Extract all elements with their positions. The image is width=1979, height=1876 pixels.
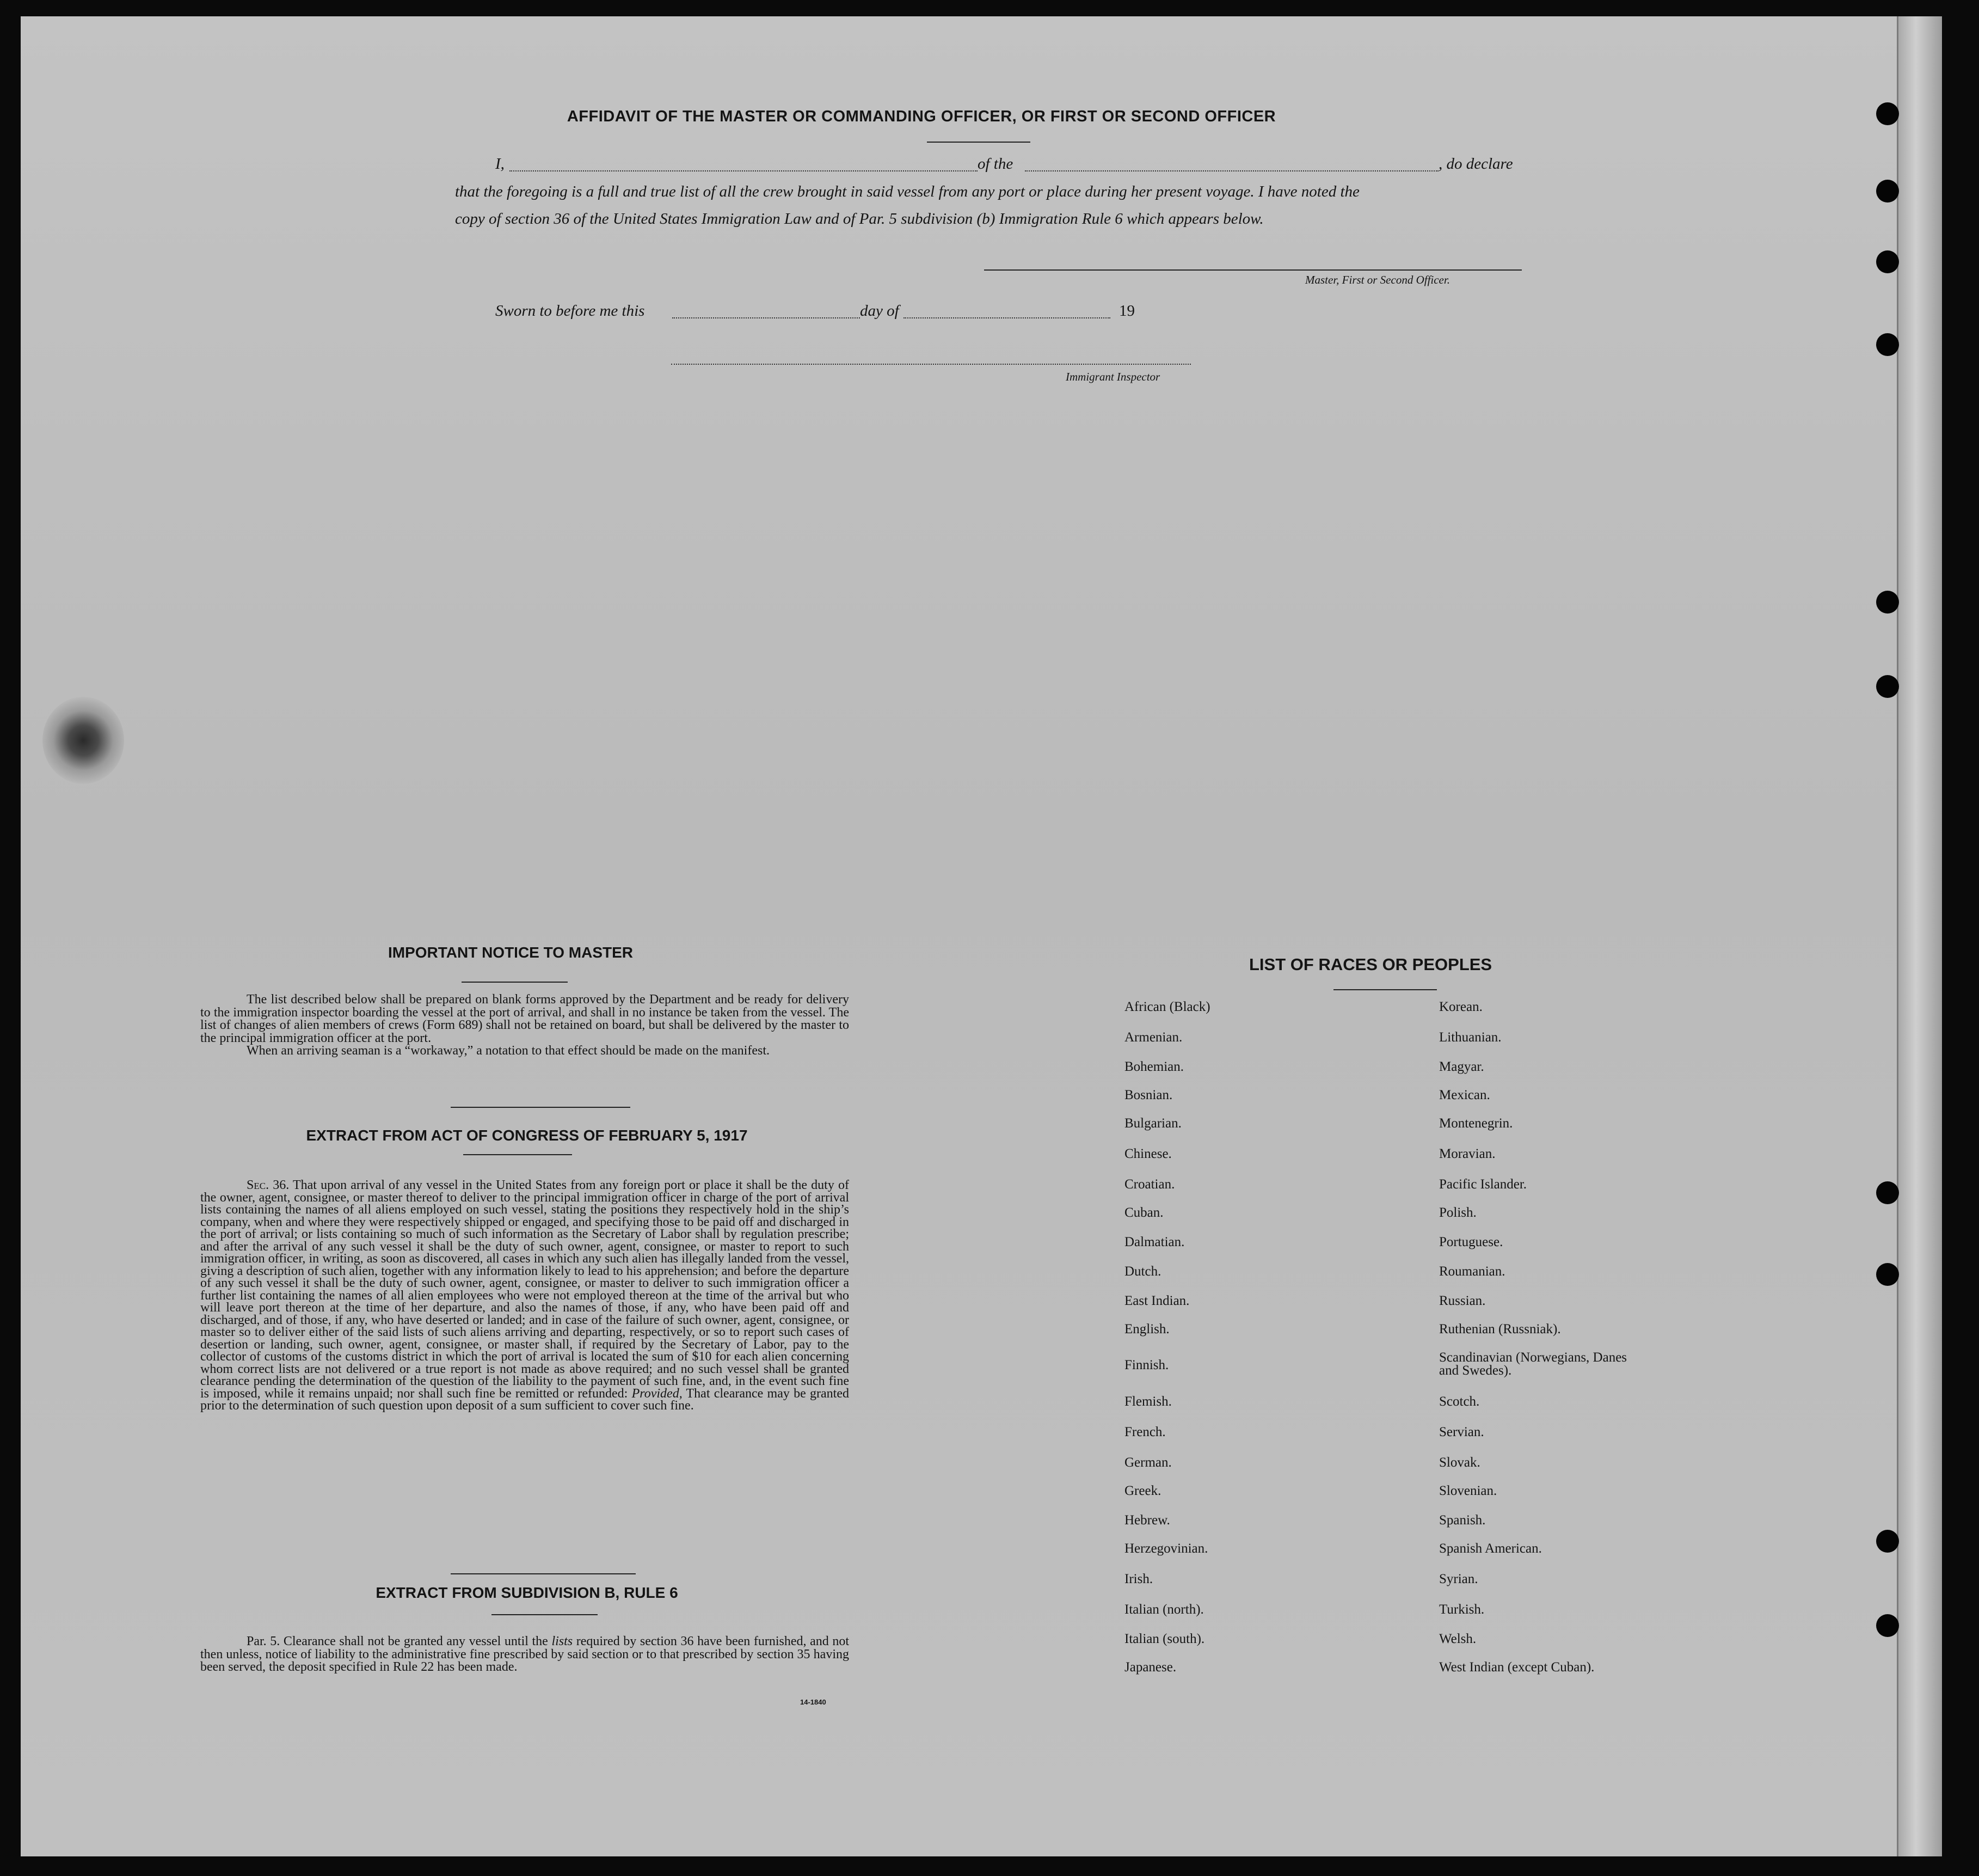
section-divider	[451, 1573, 636, 1574]
affidavit-line1-prefix: I,	[495, 155, 505, 173]
proviso-label: Provided,	[631, 1386, 683, 1401]
race-item: Syrian.	[1439, 1572, 1478, 1586]
race-item: Magyar.	[1439, 1059, 1484, 1074]
rule-paragraph-5	[200, 1635, 849, 1674]
race-item: Moravian.	[1439, 1147, 1496, 1161]
race-item: Croatian.	[1124, 1177, 1175, 1192]
race-item: Dutch.	[1124, 1264, 1161, 1279]
affidavit-line1-mid: of the	[978, 155, 1013, 173]
act-section-36-text	[200, 1179, 849, 1412]
race-item: Bulgarian.	[1124, 1116, 1182, 1131]
rule-lists-word: lists	[551, 1634, 573, 1648]
race-item: Portuguese.	[1439, 1235, 1503, 1249]
notice-paragraph-1: The list described below shall be prepared on blank forms approved by the Department and be ready for delivery to the immigration inspector boarding the vessel at the port of arrival, and shall in no instance be taken from the vessel. The list of changes of alien members of crews (Form 689) shall not be retained on board, but shall be delivered by the master to the principal immigration officer at the port.	[200, 992, 849, 1045]
race-item: Welsh.	[1439, 1632, 1477, 1646]
punch-hole-icon	[1876, 250, 1899, 273]
notice-title: IMPORTANT NOTICE TO MASTER	[388, 944, 634, 961]
sworn-year: 19	[1119, 302, 1135, 320]
race-item: Lithuanian.	[1439, 1030, 1502, 1045]
affidavit-line2: that the foregoing is a full and true list of all the crew brought in said vessel from any port or place during her present voyage. I have noted the	[455, 183, 1360, 200]
section-label: Sec. 36.	[247, 1178, 290, 1192]
race-item: German.	[1124, 1455, 1172, 1470]
rule-body-end: required by section 36 have been furnished, and not then unless, notice of liability to the administrative fine prescribed by said section or to that prescribed by section 35 having been served, the deposit specified in Rule 22 has been made.	[200, 1634, 850, 1674]
affidavit-title: AFFIDAVIT OF THE MASTER OR COMMANDING OFFICER, OR FIRST OR SECOND OFFICER	[567, 108, 1276, 125]
inspector-signature-line	[671, 364, 1191, 365]
section-body: That upon arrival of any vessel in the United States from any foreign port or place it shall be the duty of the owner, agent, consignee, or master thereof to deliver to the principal immigration officer in charge of the port of arrival lists containing the names of all aliens employed on such vessel, stating the positions they respectively hold in the ship’s company, when and where they were respectively shipped or engaged, and specifying those to be paid off and discharged in the port of arrival; or lists containing so much of such information as the Secretary of Labor shall by regulation prescribe; and after the arrival of any such vessel it shall be the duty of such owner, agent, consignee, or master to report to such immigration officer, in writing, as soon as discovered, all cases in which any such alien has illegally landed from the vessel, giving a description of such alien, together with any information likely to lead to his apprehension; and before the departure of any such vessel it shall be the duty of such owner, agent, consignee, or master to deliver to such immigration officer a further list containing the names of all alien employees who were not employed thereon at the time of the arrival but who will leave port thereon at the time of her departure, and also the names of those, if any, who have been paid off and discharged, and of those, if any, who have deserted or landed; and in case of the failure of such owner, agent, consignee, or master so to deliver either of the said lists of such aliens arriving and departing, respectively, or so to report such cases of desertion or landing, such owner, agent, consignee, or master shall, if required by the Secretary of Labor, pay to the collector of customs of the customs district in which the port of arrival is located the sum of $10 for each alien concerning whom correct lists are not delivered or a true report is not made as above required; and no such vessel shall be granted clearance pending the determination of the question of the liability to the payment of such fine, and, in the event such fine is imposed, while it remains unpaid; nor shall such fine be remitted or refunded:	[200, 1178, 849, 1401]
race-item: Hebrew.	[1124, 1513, 1170, 1528]
vessel-fill-line	[1025, 170, 1439, 171]
name-fill-line	[509, 170, 978, 171]
race-item: Bohemian.	[1124, 1059, 1184, 1074]
race-item: Polish.	[1439, 1205, 1477, 1220]
race-item: English.	[1124, 1322, 1170, 1337]
act-title-underline	[463, 1154, 572, 1155]
punch-hole-icon	[1876, 675, 1899, 698]
stain-mark	[42, 697, 124, 784]
affidavit-line1-suffix: , do declare	[1439, 155, 1513, 173]
document-page	[21, 16, 1942, 1856]
race-item: Finnish.	[1124, 1358, 1169, 1372]
punch-hole-icon	[1876, 333, 1899, 356]
master-signature-label: Master, First or Second Officer.	[1305, 273, 1450, 286]
race-item: Slovenian.	[1439, 1483, 1497, 1498]
punch-hole-icon	[1876, 102, 1899, 125]
race-item: West Indian (except Cuban).	[1439, 1660, 1595, 1675]
sworn-month-fill-line	[904, 317, 1110, 318]
race-item: Slovak.	[1439, 1455, 1480, 1470]
page-edge	[1897, 16, 1942, 1856]
race-item: Irish.	[1124, 1572, 1153, 1586]
sworn-day-label: day of	[860, 302, 899, 320]
race-item: Chinese.	[1124, 1147, 1172, 1161]
act-extract-title: EXTRACT FROM ACT OF CONGRESS OF FEBRUARY 5, 1917	[306, 1127, 748, 1144]
inspector-label: Immigrant Inspector	[1066, 370, 1160, 383]
race-item: Russian.	[1439, 1293, 1486, 1308]
punch-hole-icon	[1876, 1530, 1899, 1553]
notice-underline	[462, 982, 568, 983]
sworn-day-fill-line	[672, 317, 860, 318]
sworn-prefix: Sworn to before me this	[495, 302, 645, 320]
race-item: Mexican.	[1439, 1088, 1490, 1102]
race-item: Scandinavian (Norwegians, Danes and Swedes).	[1439, 1350, 1627, 1378]
race-item: Italian (north).	[1124, 1602, 1204, 1617]
rule-extract-title: EXTRACT FROM SUBDIVISION B, RULE 6	[376, 1584, 678, 1601]
race-item: French.	[1124, 1425, 1166, 1439]
punch-hole-icon	[1876, 180, 1899, 203]
master-signature-line	[984, 269, 1522, 271]
race-item: Dalmatian.	[1124, 1235, 1185, 1249]
punch-hole-icon	[1876, 1263, 1899, 1286]
race-item: Servian.	[1439, 1425, 1484, 1439]
rule-title-underline	[491, 1614, 598, 1615]
notice-paragraph-2: When an arriving seaman is a “workaway,” a notation to that effect should be made on the manifest.	[247, 1044, 770, 1058]
affidavit-line3: copy of section 36 of the United States Immigration Law and of Par. 5 subdivision (b) Immigration Rule 6 which appears below.	[455, 210, 1264, 228]
race-item: Bosnian.	[1124, 1088, 1173, 1102]
proviso-text: That clearance may be granted prior to the determination of such question upon deposit of a sum sufficient to cover such fine.	[200, 1386, 849, 1413]
race-item: Armenian.	[1124, 1030, 1183, 1045]
section-divider	[451, 1107, 630, 1108]
rule-body-start: Par. 5. Clearance shall not be granted any vessel until the	[247, 1634, 548, 1648]
race-item: Spanish.	[1439, 1513, 1486, 1528]
race-item: Turkish.	[1439, 1602, 1485, 1617]
races-title-underline	[1333, 989, 1437, 990]
punch-hole-icon	[1876, 591, 1899, 614]
races-title: LIST OF RACES OR PEOPLES	[1249, 955, 1492, 974]
race-item: Spanish American.	[1439, 1541, 1542, 1556]
form-number: 14-1840	[800, 1698, 826, 1706]
race-item: Japanese.	[1124, 1660, 1177, 1675]
punch-hole-icon	[1876, 1614, 1899, 1637]
race-item: Montenegrin.	[1439, 1116, 1513, 1131]
punch-hole-icon	[1876, 1181, 1899, 1204]
race-item: Italian (south).	[1124, 1632, 1205, 1646]
race-item: Pacific Islander.	[1439, 1177, 1527, 1192]
title-underline	[927, 142, 1030, 143]
race-item: Ruthenian (Russniak).	[1439, 1322, 1561, 1337]
race-item: Roumanian.	[1439, 1264, 1505, 1279]
race-item: Scotch.	[1439, 1394, 1480, 1409]
race-item: African (Black)	[1124, 1000, 1210, 1014]
race-item: East Indian.	[1124, 1293, 1190, 1308]
race-item: Greek.	[1124, 1483, 1161, 1498]
race-item: Herzegovinian.	[1124, 1541, 1208, 1556]
race-item: Korean.	[1439, 1000, 1483, 1014]
race-item: Cuban.	[1124, 1205, 1164, 1220]
race-item: Flemish.	[1124, 1394, 1172, 1409]
